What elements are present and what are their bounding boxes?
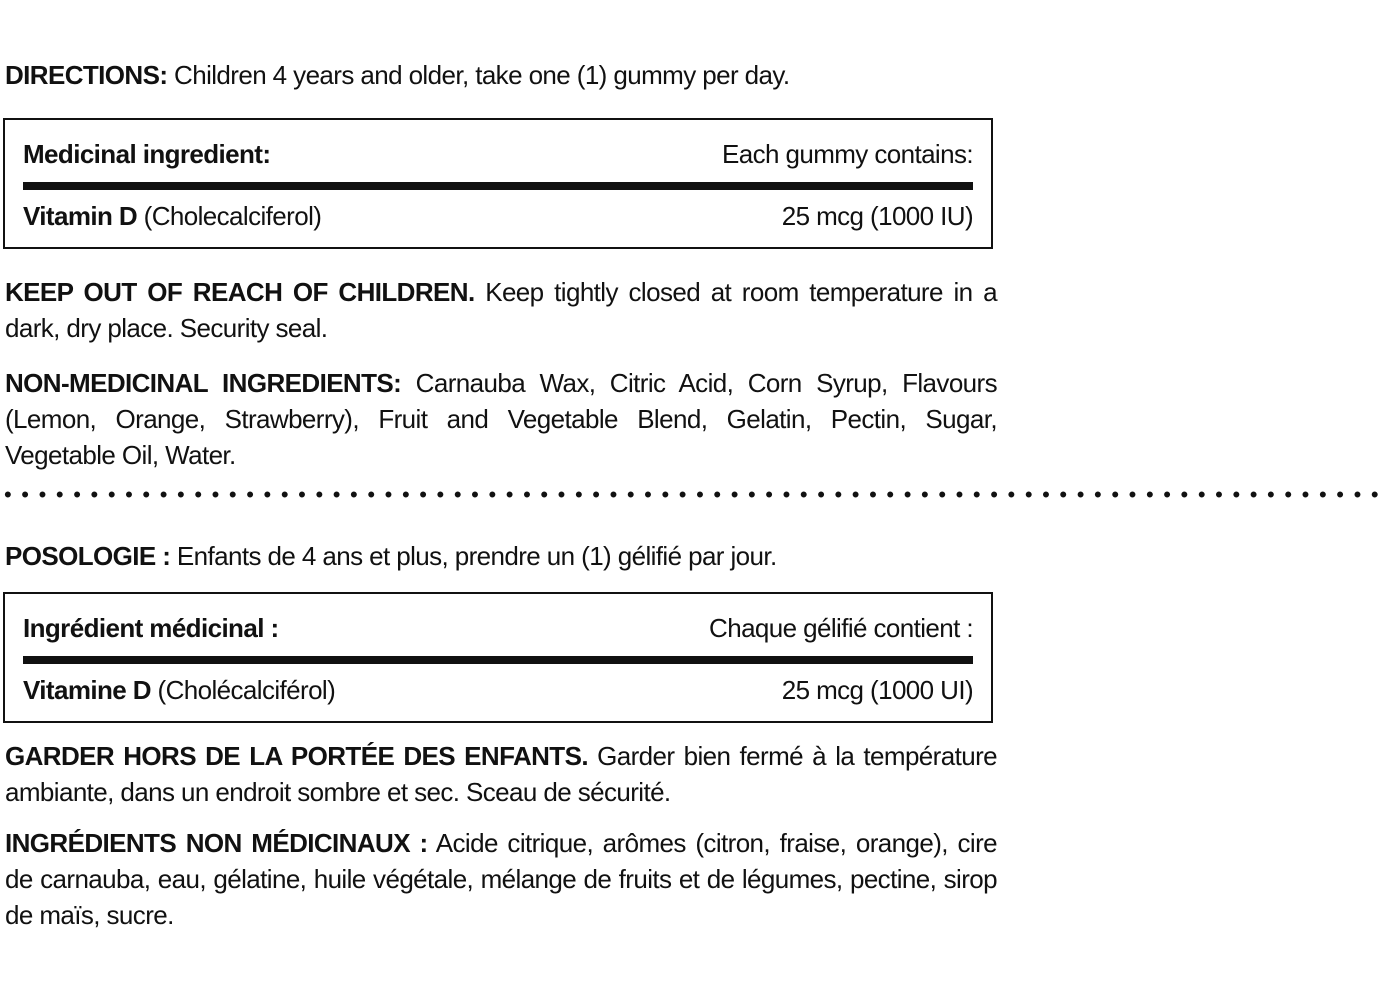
fr-warning-label: GARDER HORS DE LA PORTÉE DES ENFANTS. [5, 741, 588, 771]
en-non-medicinal [5, 365, 997, 473]
en-warning-text: Keep tightly closed at room temperature in a dark, dry place. Security seal. [5, 277, 998, 343]
en-table-header [23, 137, 973, 171]
dotted-separator: •••••••••••••••••••••••••••••••••••••••••••••••••••••••••••••••••••••••••••••••• [4, 482, 1388, 507]
en-ingredient-amount: 25 mcg (1000 IU) [781, 201, 973, 231]
fr-ingredient-name: Vitamine D [23, 675, 151, 705]
en-ingredient-cell [23, 199, 321, 233]
en-table-rule [23, 182, 973, 190]
fr-ingredient-cell [23, 673, 335, 707]
en-non-medicinal-label: NON-MEDICINAL INGREDIENTS: [5, 368, 402, 398]
fr-directions [5, 538, 997, 574]
en-directions [5, 57, 997, 93]
fr-ingredient-amount: 25 mcg (1000 UI) [781, 675, 973, 705]
fr-non-medicinal-label: INGRÉDIENTS NON MÉDICINAUX : [5, 828, 428, 858]
fr-non-medicinal [5, 825, 997, 933]
en-warning-label: KEEP OUT OF REACH OF CHILDREN. [5, 277, 475, 307]
fr-table-header [23, 611, 973, 645]
en-warning [5, 274, 997, 346]
fr-ingredient-detail: (Cholécalciférol) [150, 675, 336, 705]
fr-table-header-left: Ingrédient médicinal : [23, 613, 279, 643]
en-table-row [23, 199, 973, 233]
fr-table-row [23, 673, 973, 707]
en-ingredient-name: Vitamin D [23, 201, 138, 231]
fr-non-medicinal-text: Acide citrique, arômes (citron, fraise, orange), cire de carnauba, eau, gélatine, huile végétale, mélange de fruits et de légumes, pectine, sirop de maïs, sucre. [5, 828, 997, 930]
en-directions-label: DIRECTIONS: [5, 60, 168, 90]
fr-table-rule [23, 656, 973, 664]
en-ingredient-detail: (Cholecalciferol) [137, 201, 322, 231]
fr-directions-text: Enfants de 4 ans et plus, prendre un (1) gélifié par jour. [170, 541, 777, 571]
fr-table-header-right: Chaque gélifié contient : [709, 613, 973, 643]
fr-ingredient-table [3, 592, 993, 723]
en-ingredient-table [3, 118, 993, 249]
en-table-header-right: Each gummy contains: [721, 139, 973, 169]
en-directions-text: Children 4 years and older, take one (1) gummy per day. [167, 60, 790, 90]
fr-warning [5, 738, 997, 810]
fr-warning-text: Garder bien fermé à la température ambiante, dans un endroit sombre et sec. Sceau de sécurité. [5, 741, 997, 807]
en-table-header-left: Medicinal ingredient: [23, 139, 271, 169]
fr-directions-label: POSOLOGIE : [5, 541, 171, 571]
en-non-medicinal-text: Carnauba Wax, Citric Acid, Corn Syrup, Flavours (Lemon, Orange, Strawberry), Fruit and Vegetable Blend, Gelatin, Pectin, Sugar, Vegetable Oil, Water. [5, 368, 997, 470]
